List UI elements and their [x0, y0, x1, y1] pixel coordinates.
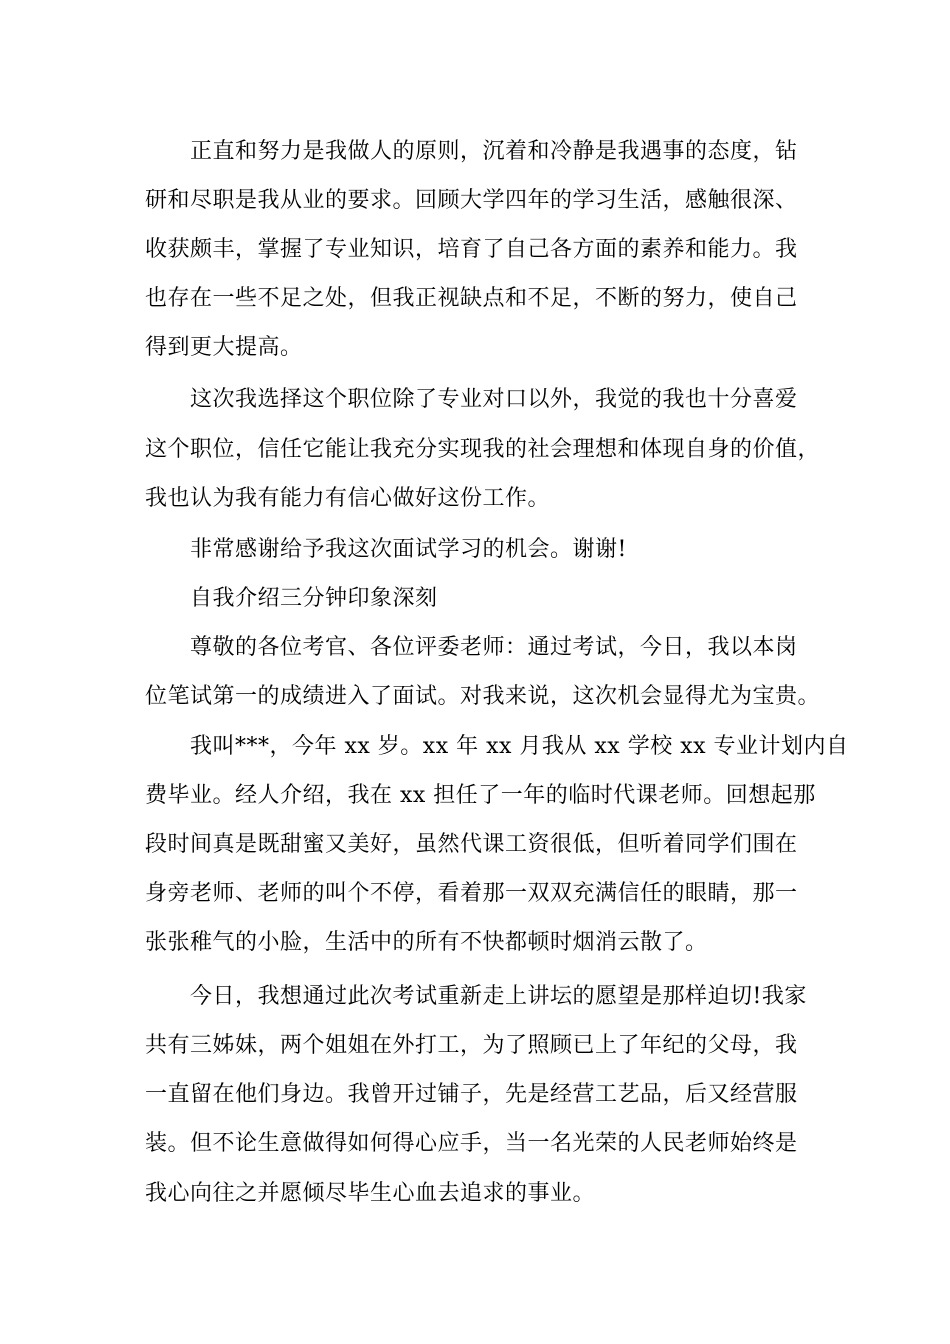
paragraph-line: 正直和努力是我做人的原则，沉着和冷静是我遇事的态度，钻: [190, 139, 798, 164]
paragraph-line: 尊敬的各位考官、各位评委老师：通过考试，今日，我以本岗: [190, 635, 798, 660]
paragraph-line: 也存在一些不足之处，但我正视缺点和不足，不断的努力，使自己: [145, 286, 798, 311]
paragraph-line: 我心向往之并愿倾尽毕生心血去追求的事业。: [145, 1181, 596, 1206]
paragraph-line: 收获颇丰，掌握了专业知识，培育了自己各方面的素养和能力。我: [145, 237, 798, 262]
paragraph-line: 装。但不论生意做得如何得心应手，当一名光荣的人民老师始终是: [145, 1131, 798, 1156]
paragraph-line: 我叫***，今年 xx 岁。xx 年 xx 月我从 xx 学校 xx 专业计划内自: [190, 734, 849, 759]
paragraph-line: 得到更大提高。: [145, 335, 303, 360]
paragraph-line: 一直留在他们身边。我曾开过铺子，先是经营工艺品，后又经营服: [145, 1082, 798, 1107]
paragraph-line: 共有三姊妹，两个姐姐在外打工，为了照顾已上了年纪的父母，我: [145, 1033, 798, 1058]
paragraph-line: 段时间真是既甜蜜又美好，虽然代课工资很低，但听着同学们围在: [145, 832, 798, 857]
paragraph-line: 身旁老师、老师的叫个不停，看着那一双双充满信任的眼睛，那一: [145, 881, 798, 906]
paragraph-line: 费毕业。经人介绍，我在 xx 担任了一年的临时代课老师。回想起那: [145, 783, 816, 808]
paragraph-line: 非常感谢给予我这次面试学习的机会。谢谢!: [190, 537, 627, 562]
paragraph-line: 我也认为我有能力有信心做好这份工作。: [145, 486, 551, 511]
paragraph-line: 位笔试第一的成绩进入了面试。对我来说，这次机会显得尤为宝贵。: [145, 684, 821, 709]
paragraph-line: 这个职位，信任它能让我充分实现我的社会理想和体现自身的价值，: [145, 437, 821, 462]
paragraph-line: 张张稚气的小脸，生活中的所有不快都顿时烟消云散了。: [145, 930, 708, 955]
paragraph-line: 这次我选择这个职位除了专业对口以外，我觉的我也十分喜爱: [190, 387, 798, 412]
paragraph-line: 今日，我想通过此次考试重新走上讲坛的愿望是那样迫切!我家: [190, 984, 807, 1009]
section-heading: 自我介绍三分钟印象深刻: [190, 586, 438, 611]
paragraph-line: 研和尽职是我从业的要求。回顾大学四年的学习生活，感触很深、: [145, 188, 798, 213]
